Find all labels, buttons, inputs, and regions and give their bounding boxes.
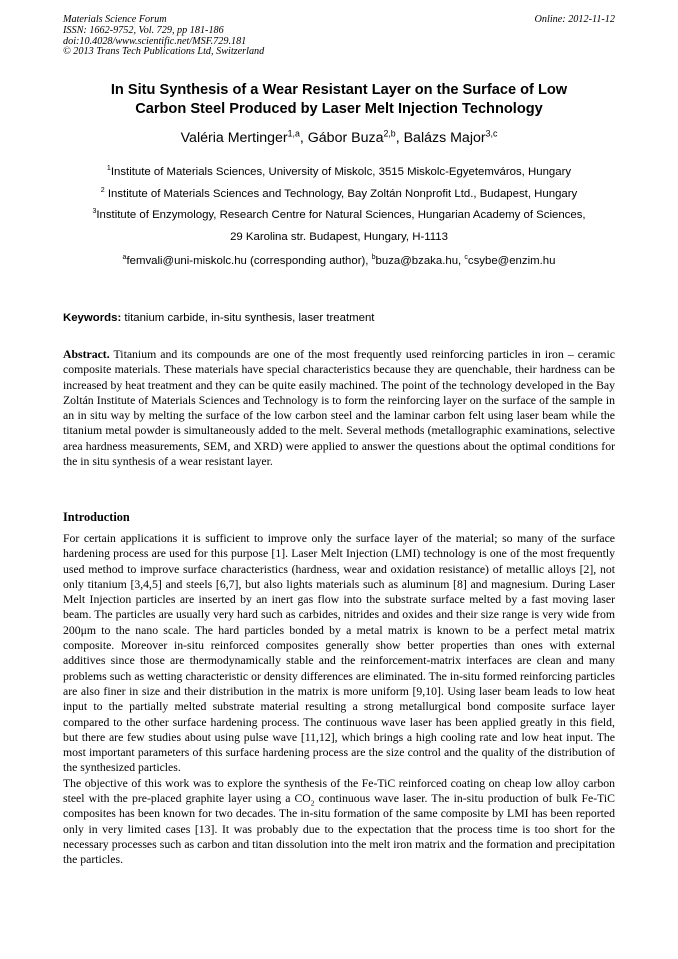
- online-date: Online: 2012-11-12: [534, 14, 615, 25]
- subscript: 2: [310, 799, 315, 808]
- author-separator: ,: [299, 130, 308, 146]
- keywords-text: titanium carbide, in-situ synthesis, laser treatment: [121, 312, 375, 324]
- abstract-label: Abstract.: [63, 348, 110, 361]
- journal-header: [63, 15, 264, 58]
- email-address: csybe@enzim.hu: [467, 255, 556, 267]
- paragraph: [63, 776, 615, 868]
- copyright-line: © 2013 Trans Tech Publications Ltd, Switzerland: [63, 46, 265, 58]
- affiliation: [50, 205, 628, 227]
- author-name: Valéria Mertinger: [180, 130, 288, 146]
- affiliation: [50, 162, 628, 184]
- email-marker: c: [464, 254, 468, 262]
- journal-name: Materials Science Forum: [63, 14, 167, 25]
- author-name: Gábor Buza: [307, 130, 384, 146]
- email-marker: a: [122, 254, 127, 262]
- author-affil-marker: 3,c: [485, 128, 498, 139]
- author-affil-marker: 1,a: [287, 128, 300, 139]
- author-separator: ,: [395, 130, 404, 146]
- keywords-label: Keywords:: [63, 312, 122, 324]
- introduction-body: [63, 531, 615, 868]
- affiliation-number: 3: [92, 208, 97, 216]
- abstract-text: Titanium and its compounds are one of the most frequently used reinforcing particles in iron – ceramic composite materials. These materials have special characteristics because they are quenchable, their hardness can be increased by heat treatment and they can be quite easily machined. The point of the technology developed in the Bay Zoltán Institute of Materials Sciences and Technology is to form the reinforcing layer on the surface of the sample in an in situ way by melting the surface of the low carbon steel and the laminar carbon felt using laser beam while the titanium metal powder is simultaneously added to the melt. Several methods (metallographic examinations, selective area hardness measurements, SEM, and XRD) were applied to answer the questions about the optimal conditions for the in situ synthesis of a wear resistant layer.: [63, 348, 615, 469]
- affiliation-text: Institute of Materials Sciences, University of Miskolc, 3515 Miskolc-Egyetemváros, Hungary: [110, 166, 572, 178]
- email-address: buza@bzaka.hu,: [375, 255, 465, 267]
- affiliation-number: 2: [100, 186, 105, 194]
- author-name: Balázs Major: [403, 130, 486, 146]
- affiliation: [50, 184, 628, 206]
- affiliation-text: Institute of Enzymology, Research Centre for Natural Sciences, Hungarian Academy of Sciences,: [96, 209, 586, 221]
- doi-line: doi:10.4028/www.scientific.net/MSF.729.181: [63, 35, 247, 47]
- title-line-1: In Situ Synthesis of a Wear Resistant Layer on the Surface of Low: [110, 82, 568, 98]
- affiliation-number: 1: [106, 165, 111, 173]
- affiliation-list: [50, 162, 628, 248]
- paragraph-text: continuous wave laser. The in-situ production of bulk Fe-TiC composites has been known for two decades. The in-situ formation of the same composite by LMI has been reported only in very limited cases [13]. It was probably due to the expectation that the process time is too short for the necessary processes such as carbon and titan dissolution into the melt iron matrix and the formation and precipitation the particles.: [63, 792, 615, 867]
- paper-title: [60, 81, 618, 119]
- email-address: femvali@uni-miskolc.hu (corresponding author),: [126, 255, 372, 267]
- section-heading-introduction: Introduction: [63, 510, 130, 524]
- keywords: [63, 311, 374, 326]
- email-line: [50, 253, 628, 269]
- paragraph-text: The objective of this work was to explore the synthesis of the Fe-TiC reinforced coating on cheap low alloy carbon steel with the pre-placed graphite layer using a CO: [63, 776, 615, 806]
- author-affil-marker: 2,b: [383, 128, 396, 139]
- abstract: [63, 347, 615, 469]
- affiliation-continued: [50, 227, 628, 249]
- affiliation-text: 29 Karolina str. Budapest, Hungary, H-1113: [230, 230, 448, 243]
- author-list: [60, 128, 618, 148]
- title-line-2: Carbon Steel Produced by Laser Melt Injection Technology: [135, 101, 543, 117]
- issn-line: ISSN: 1662-9752, Vol. 729, pp 181-186: [63, 24, 224, 36]
- affiliation-text: Institute of Materials Sciences and Technology, Bay Zoltán Nonprofit Ltd., Budapest, Hungary: [104, 187, 578, 200]
- email-marker: b: [371, 254, 376, 262]
- paragraph: For certain applications it is sufficient to improve only the surface layer of the material; so many of the surface hardening process are used for this purpose [1]. Laser Melt Injection (LMI) technology is one of the most frequently used method to improve surface characteristics (hardness, wear and oxidation resistance) of metallic alloys [2], not only titanium [3,4,5] and steels [6,7], but also lights materials such as aluminum [8] and magnesium. During Laser Melt Injection particles are inserted by an inert gas flow into the substrate surface melted by a fast moving laser beam. The particles are usually very hard such as carbides, nitrides and oxides and their size range is very wide from 200μm to the nano scale. The hard particles bonded by a metal matrix is known to be a perfect metal matrix composite. Moreover in-situ reinforced composites generally show better properties than ones with external additives since those are thermodynamically stable and the reinforcement-matrix interfaces are clean and many problems such as wetting characteristic or density differences are eliminated. The in-situ formed reinforcing particles are also finer in size and their distribution in the matrix is more uniform [9,10]. Using laser beam leads to low heat input to the partially melted substrate material resulting a strong metallurgical bond composite surface layer compared to the other surface hardening process. The continuous wave laser has been applied greatly in this field, but there are few studies about using pulse wave [11,12], which brings a high cooling rate and low heat input. The most important parameters of this surface hardening process are the size control and the quality of the distribution of the synthesized particles.: [63, 532, 615, 775]
